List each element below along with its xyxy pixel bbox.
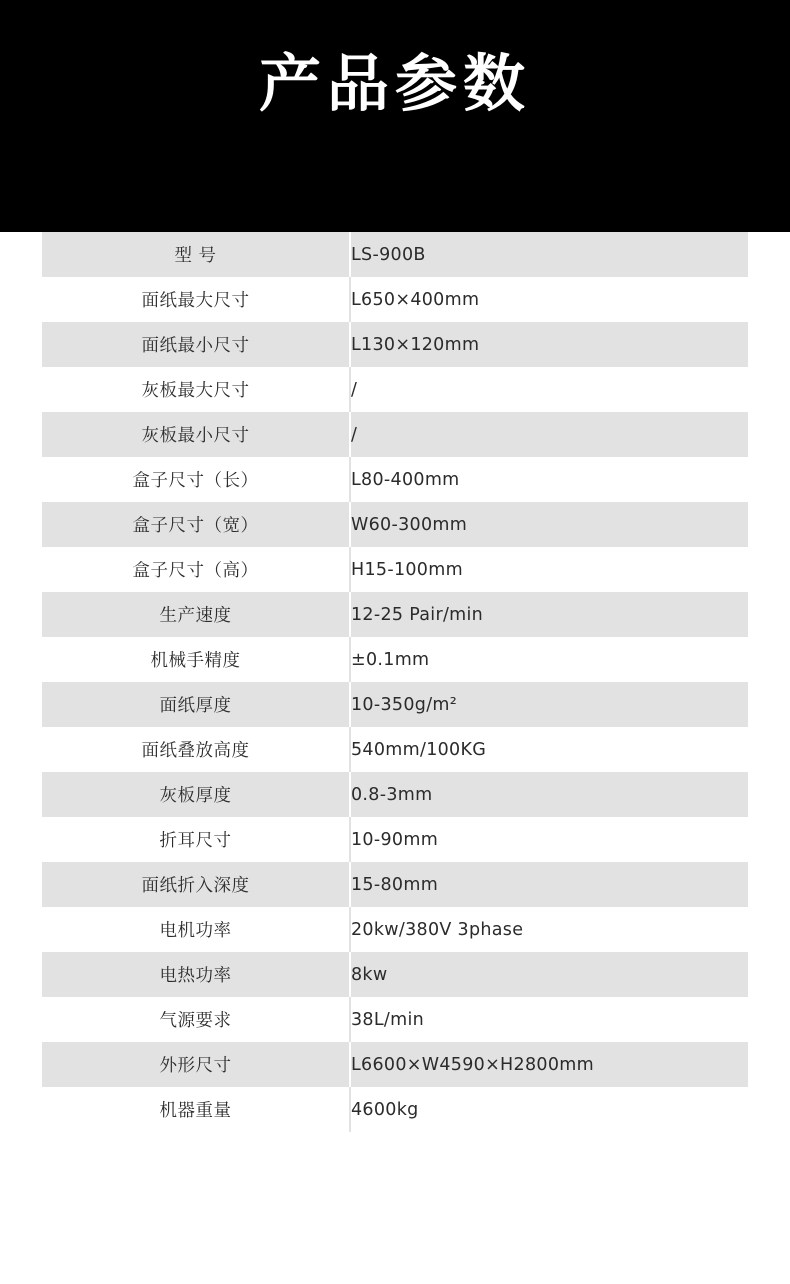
specification-table (42, 232, 748, 1132)
table-row (42, 862, 748, 907)
table-row (42, 997, 748, 1042)
spec-label: 灰板最大尺寸 (42, 367, 350, 412)
table-row (42, 232, 748, 277)
table-row (42, 322, 748, 367)
specification-table-body (42, 232, 748, 1132)
spec-body (0, 232, 790, 1284)
spec-label: 面纸厚度 (42, 682, 350, 727)
spec-value: ±0.1mm (350, 637, 748, 682)
spec-label: 机械手精度 (42, 637, 350, 682)
table-row (42, 457, 748, 502)
spec-value: 15-80mm (350, 862, 748, 907)
spec-value: L130×120mm (350, 322, 748, 367)
table-row (42, 682, 748, 727)
spec-value: / (350, 367, 748, 412)
spec-value: 38L/min (350, 997, 748, 1042)
spec-label: 盒子尺寸（高） (42, 547, 350, 592)
spec-value: H15-100mm (350, 547, 748, 592)
spec-label: 盒子尺寸（长） (42, 457, 350, 502)
spec-value: L650×400mm (350, 277, 748, 322)
spec-value: / (350, 412, 748, 457)
spec-value: L80-400mm (350, 457, 748, 502)
spec-value: L6600×W4590×H2800mm (350, 1042, 748, 1087)
table-row (42, 1087, 748, 1132)
table-row (42, 277, 748, 322)
table-row (42, 772, 748, 817)
table-row (42, 412, 748, 457)
spec-value: 20kw/380V 3phase (350, 907, 748, 952)
table-row (42, 727, 748, 772)
spec-value: LS-900B (350, 232, 748, 277)
spec-label: 面纸折入深度 (42, 862, 350, 907)
page-title: 产品参数 (258, 47, 531, 120)
spec-label: 面纸最小尺寸 (42, 322, 350, 367)
spec-label: 电机功率 (42, 907, 350, 952)
spec-value: 10-350g/m² (350, 682, 748, 727)
spec-label: 外形尺寸 (42, 1042, 350, 1087)
spec-value: 12-25 Pair/min (350, 592, 748, 637)
page-header (0, 0, 790, 168)
spec-value: 10-90mm (350, 817, 748, 862)
table-row (42, 817, 748, 862)
spec-label: 型 号 (42, 232, 350, 277)
table-row (42, 367, 748, 412)
spec-label: 面纸最大尺寸 (42, 277, 350, 322)
spec-label: 气源要求 (42, 997, 350, 1042)
table-row (42, 1042, 748, 1087)
spec-value: 8kw (350, 952, 748, 997)
spec-label: 机器重量 (42, 1087, 350, 1132)
table-row (42, 592, 748, 637)
spec-value: 540mm/100KG (350, 727, 748, 772)
spec-label: 盒子尺寸（宽） (42, 502, 350, 547)
table-row (42, 907, 748, 952)
spec-label: 折耳尺寸 (42, 817, 350, 862)
spec-value: 0.8-3mm (350, 772, 748, 817)
spec-value: W60-300mm (350, 502, 748, 547)
table-row (42, 502, 748, 547)
table-row (42, 952, 748, 997)
spec-label: 生产速度 (42, 592, 350, 637)
spec-label: 灰板厚度 (42, 772, 350, 817)
spec-label: 面纸叠放高度 (42, 727, 350, 772)
spec-label: 灰板最小尺寸 (42, 412, 350, 457)
table-row (42, 547, 748, 592)
spec-label: 电热功率 (42, 952, 350, 997)
spec-value: 4600kg (350, 1087, 748, 1132)
table-row (42, 637, 748, 682)
